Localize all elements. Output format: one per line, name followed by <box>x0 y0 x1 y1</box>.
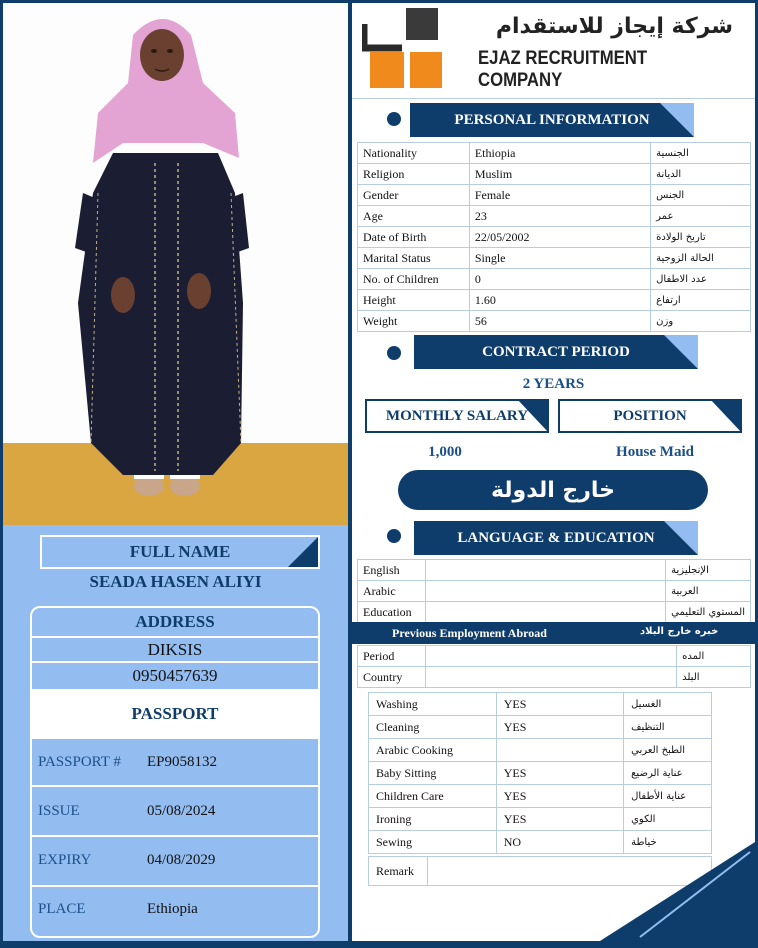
row-label: Date of Birth <box>358 227 470 248</box>
row-label: Age <box>358 206 470 227</box>
expiry-label: EXPIRY <box>38 852 92 868</box>
position-value: House Maid <box>616 444 694 460</box>
skill-row <box>369 716 712 739</box>
row-label: Education <box>358 602 426 623</box>
passport-no-value: EP9058132 <box>147 754 218 770</box>
skill-row <box>369 785 712 808</box>
row-label-ar: الديانة <box>651 164 751 185</box>
row-label: Marital Status <box>358 248 470 269</box>
abroad-badge: خارج الدولة <box>398 470 708 510</box>
row-label: Baby Sitting <box>369 762 497 785</box>
row-label: Height <box>358 290 470 311</box>
address-value: DIKSIS <box>32 638 318 663</box>
place-label: PLACE <box>38 901 86 917</box>
language-title: LANGUAGE & EDUCATION <box>457 529 655 546</box>
row-label-ar: الجنس <box>651 185 751 206</box>
place-row <box>32 887 318 938</box>
row-value: YES <box>496 785 623 808</box>
row-label-ar: ارتفاع <box>651 290 751 311</box>
row-label: English <box>358 560 426 581</box>
row-value: YES <box>496 762 623 785</box>
row-value: Muslim <box>469 164 650 185</box>
row-label-ar: عناية الرضيع <box>624 762 712 785</box>
previous-employment-row <box>358 667 751 688</box>
row-label-ar: الإنجليزية <box>666 560 751 581</box>
phone-value: 0950457639 <box>132 666 218 685</box>
row-label: No. of Children <box>358 269 470 290</box>
personal-info-row <box>358 248 751 269</box>
language-row <box>358 602 751 623</box>
row-label-ar: الحالة الزوجية <box>651 248 751 269</box>
row-label: Nationality <box>358 143 470 164</box>
row-value: YES <box>496 716 623 739</box>
row-label: Country <box>358 667 426 688</box>
row-label: Religion <box>358 164 470 185</box>
row-label: Cleaning <box>369 716 497 739</box>
row-label-ar: عمر <box>651 206 751 227</box>
personal-info-row <box>358 269 751 290</box>
contract-header <box>414 335 698 369</box>
contract-period-value: 2 YEARS <box>522 376 585 392</box>
row-label-ar: العربية <box>666 581 751 602</box>
row-value <box>425 581 666 602</box>
row-value: 23 <box>469 206 650 227</box>
row-value: YES <box>496 808 623 831</box>
row-value: Ethiopia <box>469 143 650 164</box>
personal-info-row <box>358 311 751 332</box>
person-illustration <box>3 3 348 525</box>
row-label: Gender <box>358 185 470 206</box>
full-name-value: SEADA HASEN ALIYI <box>89 572 262 591</box>
salary-value: 1,000 <box>428 444 462 460</box>
skill-row <box>369 739 712 762</box>
row-label: Arabic Cooking <box>369 739 497 762</box>
row-value <box>425 560 666 581</box>
personal-info-row <box>358 164 751 185</box>
personal-info-table <box>357 142 751 332</box>
remark-divider <box>427 857 428 885</box>
row-label-ar: الجنسية <box>651 143 751 164</box>
row-value <box>496 739 623 762</box>
address-label: ADDRESS <box>32 608 318 638</box>
language-row <box>358 581 751 602</box>
row-label: Washing <box>369 693 497 716</box>
box-corner <box>710 399 742 433</box>
passport-no-label: PASSPORT # <box>38 754 121 770</box>
remark-label: Remark <box>376 864 414 878</box>
personal-info-header <box>410 103 694 137</box>
personal-info-row <box>358 227 751 248</box>
issue-label: ISSUE <box>38 803 80 819</box>
corner-decoration <box>600 842 755 941</box>
contract-title: CONTRACT PERIOD <box>482 343 630 360</box>
address-card <box>30 606 320 938</box>
row-value <box>425 646 676 667</box>
row-value: 56 <box>469 311 650 332</box>
row-label: Ironing <box>369 808 497 831</box>
expiry-row <box>32 837 318 887</box>
row-label-ar: الغسيل <box>624 693 712 716</box>
previous-employment-row <box>358 646 751 667</box>
box-corner <box>517 399 549 433</box>
full-name-label: FULL NAME <box>129 542 231 561</box>
row-label-ar: الطبخ العربي <box>624 739 712 762</box>
passport-no-row <box>32 739 318 787</box>
previous-employment-title-ar: خبره خارج البلاد <box>640 626 719 637</box>
row-label: Weight <box>358 311 470 332</box>
previous-employment-header <box>352 622 755 644</box>
section-bullet <box>387 346 401 360</box>
header-corner <box>660 103 694 137</box>
place-value: Ethiopia <box>147 901 198 917</box>
personal-info-row <box>358 290 751 311</box>
language-row <box>358 560 751 581</box>
row-value: 1.60 <box>469 290 650 311</box>
company-name-en: EJAZ RECRUITMENT COMPANY <box>478 48 648 91</box>
candidate-photo <box>3 3 348 525</box>
header-corner <box>664 335 698 369</box>
row-label: Period <box>358 646 426 667</box>
header-corner <box>664 521 698 555</box>
row-label-ar: خياطة <box>624 831 712 854</box>
section-bullet <box>387 529 401 543</box>
row-label-ar: وزن <box>651 311 751 332</box>
row-label-ar: عدد الاطفال <box>651 269 751 290</box>
row-value: NO <box>496 831 623 854</box>
previous-employment-title: Previous Employment Abroad <box>392 626 547 640</box>
row-label-ar: البلد <box>677 667 751 688</box>
row-value: YES <box>496 693 623 716</box>
row-label-ar: المده <box>677 646 751 667</box>
row-label-ar: المستوي التعليمي <box>666 602 751 623</box>
personal-info-title: PERSONAL INFORMATION <box>454 111 650 128</box>
company-name-ar: شركة إيجاز للاستقدام <box>495 14 733 39</box>
row-value: Female <box>469 185 650 206</box>
row-value: 22/05/2002 <box>469 227 650 248</box>
position-label: POSITION <box>613 407 687 424</box>
skill-row <box>369 808 712 831</box>
full-name-header <box>40 535 320 569</box>
skills-table <box>368 692 712 854</box>
row-label: Arabic <box>358 581 426 602</box>
previous-employment-table <box>357 645 751 688</box>
row-value <box>425 667 676 688</box>
row-label-ar: تاريخ الولادة <box>651 227 751 248</box>
row-label-ar: الكوي <box>624 808 712 831</box>
full-name-corner <box>288 537 318 567</box>
issue-row <box>32 787 318 837</box>
expiry-value: 04/08/2029 <box>147 852 216 868</box>
row-value <box>425 602 666 623</box>
row-label-ar: التنظيف <box>624 716 712 739</box>
salary-header <box>365 399 549 433</box>
salary-label: MONTHLY SALARY <box>385 407 529 424</box>
issue-value: 05/08/2024 <box>147 803 216 819</box>
language-table <box>357 559 751 623</box>
language-header <box>414 521 698 555</box>
personal-info-row <box>358 143 751 164</box>
passport-label: PASSPORT <box>32 689 318 739</box>
company-logo-icon <box>362 4 450 92</box>
row-value: 0 <box>469 269 650 290</box>
skill-row <box>369 762 712 785</box>
row-value: Single <box>469 248 650 269</box>
position-header <box>558 399 742 433</box>
section-bullet <box>387 112 401 126</box>
header-divider <box>352 98 755 99</box>
personal-info-row <box>358 185 751 206</box>
row-label-ar: عناية الأطفال <box>624 785 712 808</box>
row-label: Children Care <box>369 785 497 808</box>
personal-info-row <box>358 206 751 227</box>
skill-row <box>369 693 712 716</box>
row-label: Sewing <box>369 831 497 854</box>
